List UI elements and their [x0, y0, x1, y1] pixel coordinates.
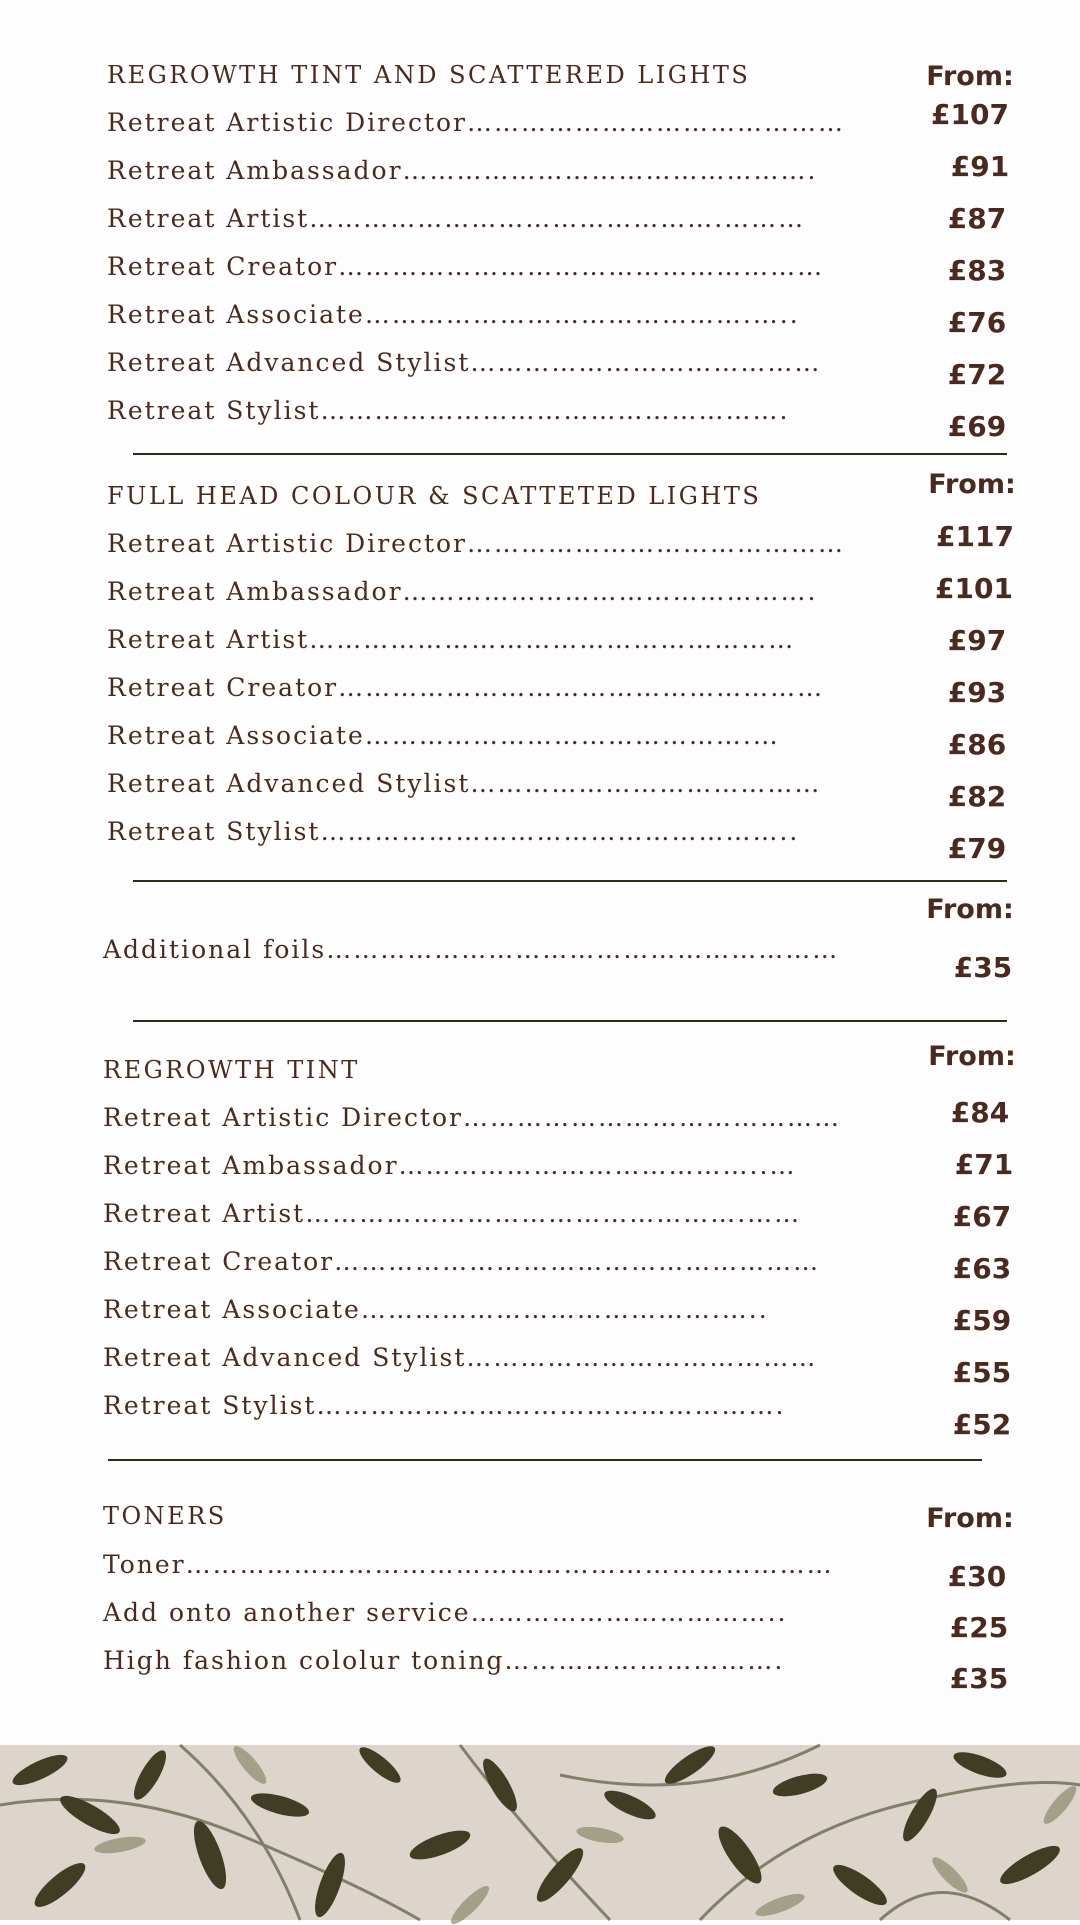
service-label: Retreat Stylist……………………………………………..	[107, 817, 800, 846]
service-label: Retreat Stylist…………………………………………….	[103, 1391, 786, 1420]
from-label: From:	[928, 1041, 1016, 1072]
service-price: £101	[935, 572, 1013, 605]
service-label: High fashion cololur toning………………………….	[103, 1646, 785, 1675]
section-heading: REGROWTH TINT AND SCATTERED LIGHTS	[107, 61, 751, 89]
section-divider	[133, 1020, 1007, 1022]
service-label: Retreat Creator………………………………………………	[103, 1247, 821, 1276]
service-label: Retreat Advanced Stylist…………………………………	[107, 769, 822, 798]
service-label: Retreat Advanced Stylist…………………………………	[103, 1343, 818, 1372]
service-label: Additional foils…………………………………………………	[103, 935, 840, 964]
service-price: £86	[947, 728, 1007, 761]
service-label: Retreat Artist………………………………………………	[107, 625, 796, 654]
service-label: Retreat Artistic Director……………………………………	[107, 108, 846, 137]
service-price: £35	[953, 951, 1013, 984]
olive-leaves-illustration	[0, 1745, 1080, 1920]
from-label: From:	[928, 469, 1016, 500]
service-label: Retreat Artist………………………………………….……	[103, 1199, 802, 1228]
service-price: £82	[947, 780, 1007, 813]
service-label: Retreat Artistic Director……………………………………	[103, 1103, 842, 1132]
service-price: £93	[947, 676, 1007, 709]
section-divider	[133, 453, 1007, 455]
service-price: £79	[947, 832, 1007, 865]
service-price: £107	[931, 98, 1009, 131]
service-price: £63	[952, 1252, 1012, 1285]
service-price: £72	[947, 358, 1007, 391]
service-price: £84	[950, 1096, 1010, 1129]
from-label: From:	[926, 61, 1014, 92]
section-heading: FULL HEAD COLOUR & SCATTETED LIGHTS	[107, 482, 762, 510]
service-label: Retreat Ambassador……………………………………….	[107, 577, 818, 606]
service-label: Retreat Artist……………………………………….………	[107, 204, 806, 233]
service-label: Toner………………………………………………………………	[103, 1550, 834, 1579]
service-price: £91	[950, 150, 1010, 183]
service-label: Retreat Associate…………………………………….…..	[107, 300, 800, 329]
service-label: Add onto another service……………………………..	[103, 1598, 788, 1627]
service-price: £52	[952, 1408, 1012, 1441]
from-label: From:	[926, 1503, 1014, 1534]
service-label: Retreat Creator………………………………………………	[107, 673, 825, 702]
service-label: Retreat Ambassador…………………………………..…	[103, 1151, 797, 1180]
section-heading: REGROWTH TINT	[103, 1056, 360, 1084]
service-price: £83	[947, 254, 1007, 287]
service-price: £25	[949, 1611, 1009, 1644]
service-label: Retreat Associate…………………………………….…	[107, 721, 780, 750]
service-label: Retreat Advanced Stylist…………………………………	[107, 348, 822, 377]
service-price: £59	[952, 1304, 1012, 1337]
section-divider	[133, 880, 1007, 882]
service-price: £76	[947, 306, 1007, 339]
service-label: Retreat Creator………………………………………………	[107, 252, 825, 281]
section-heading: TONERS	[103, 1502, 227, 1530]
service-price: £35	[949, 1662, 1009, 1695]
olive-branch-photo	[0, 1745, 1080, 1920]
service-price: £30	[947, 1560, 1007, 1593]
service-price: £97	[947, 624, 1007, 657]
service-label: Retreat Associate………………………………….…..	[103, 1295, 769, 1324]
service-price: £87	[947, 202, 1007, 235]
service-label: Retreat Ambassador……………………………………….	[107, 156, 818, 185]
service-label: Retreat Stylist…………………………………………….	[107, 396, 790, 425]
service-price: £117	[936, 520, 1014, 553]
service-label: Retreat Artistic Director……………………………………	[107, 529, 846, 558]
service-price: £67	[952, 1200, 1012, 1233]
service-price: £55	[952, 1356, 1012, 1389]
section-divider	[108, 1459, 982, 1461]
service-price: £69	[947, 410, 1007, 443]
service-price: £71	[954, 1148, 1014, 1181]
from-label: From:	[926, 894, 1014, 925]
